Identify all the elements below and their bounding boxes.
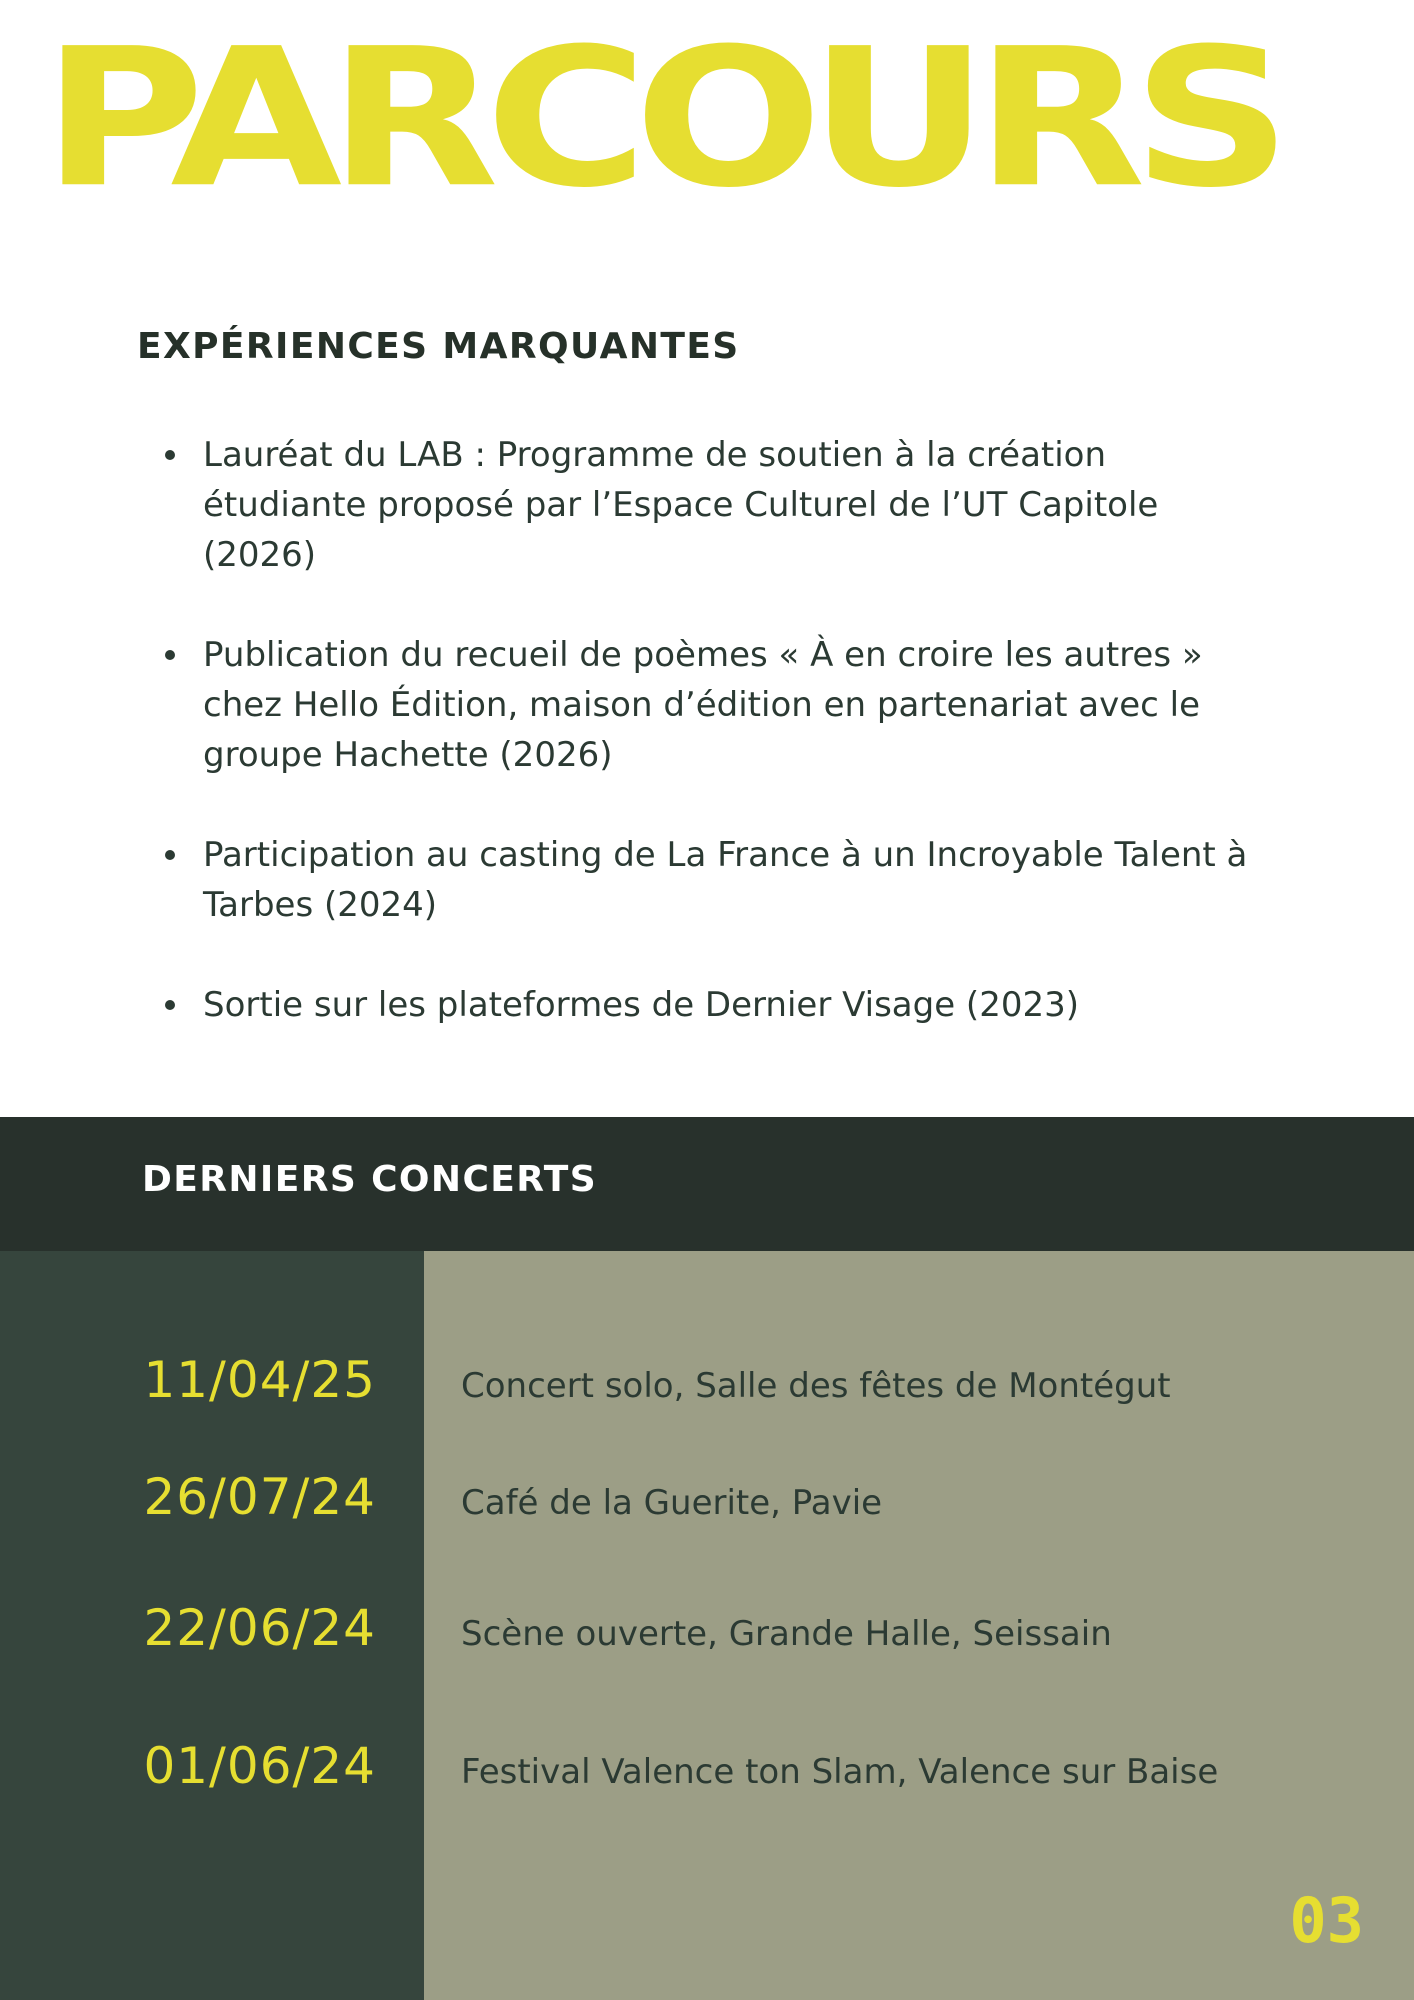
concert-event: Café de la Guerite, Pavie: [461, 1483, 883, 1523]
concert-event: Festival Valence ton Slam, Valence sur Baise: [461, 1752, 1219, 1792]
experience-item: [150, 830, 1280, 930]
experiences-list: [150, 430, 1280, 1080]
bullet-icon: [165, 850, 175, 860]
experience-text: Participation au casting de La France à un Incroyable Talent à Tarbes (2024): [203, 835, 1248, 925]
experience-text: Publication du recueil de poèmes « À en croire les autres » chez Hello Édition, maison d’édition en partenariat avec le groupe Hachette (2026): [203, 635, 1203, 775]
experience-item: [150, 430, 1280, 580]
experience-text: Lauréat du LAB : Programme de soutien à la création étudiante proposé par l’Espace Culturel de l’UT Capitole (2026): [203, 435, 1159, 575]
concerts-header-band: [0, 1117, 1414, 1251]
concert-event: Scène ouverte, Grande Halle, Seissain: [461, 1614, 1112, 1654]
experience-text: Sortie sur les plateformes de Dernier Visage (2023): [203, 985, 1079, 1025]
bullet-icon: [165, 650, 175, 660]
concert-date: 01/06/24: [143, 1737, 376, 1795]
concert-date: 22/06/24: [143, 1599, 376, 1657]
experience-item: [150, 980, 1280, 1030]
concert-date: 11/04/25: [143, 1351, 376, 1409]
experience-item: [150, 630, 1280, 780]
bullet-icon: [165, 1000, 175, 1010]
bullet-icon: [165, 450, 175, 460]
concert-event: Concert solo, Salle des fêtes de Montégut: [461, 1366, 1171, 1406]
experiences-heading: EXPÉRIENCES MARQUANTES: [137, 326, 740, 367]
concert-date: 26/07/24: [143, 1468, 376, 1526]
page-number: 03: [1289, 1884, 1364, 1957]
concerts-heading: DERNIERS CONCERTS: [142, 1159, 598, 1200]
page-title: PARCOURS: [42, 7, 1278, 230]
